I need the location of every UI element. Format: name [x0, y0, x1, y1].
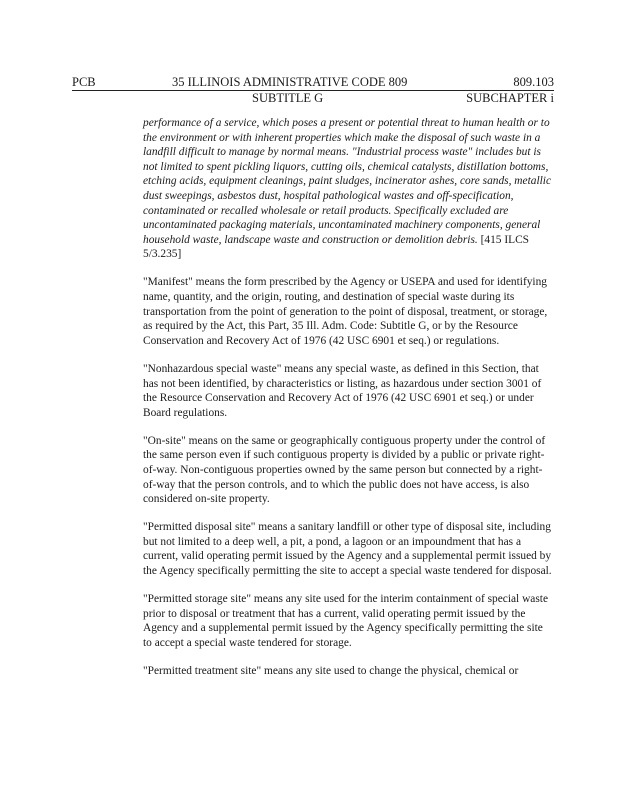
- header-subtitle: SUBTITLE G: [252, 91, 324, 105]
- definition-permitted-treatment-site: "Permitted treatment site" means any site used to change the physical, chemical or: [143, 665, 519, 677]
- page-header: [72, 75, 554, 90]
- statutory-citation: [415 ILCS 5/3.235]: [143, 233, 530, 261]
- definition-permitted-storage-site: "Permitted storage site" means any site used for the interim containment of special waste prior to disposal or treatment that has a current, valid operating permit issued by the Agency and a supplemental permit issued by the Agency specifically permitting the site to accept a special waste tendered for storage.: [143, 593, 549, 649]
- continuation-paragraph: [143, 116, 553, 262]
- header-agency: PCB: [72, 75, 96, 89]
- header-code-title: 35 ILLINOIS ADMINISTRATIVE CODE 809: [172, 75, 408, 89]
- definition-manifest: "Manifest" means the form prescribed by the Agency or USEPA and used for identifying name, quantity, and the origin, routing, and destination of special waste during its transportation from the point of generation to the point of disposal, treatment, or storage, as required by the Act, this Part, 35 Ill. Adm. Code: Subtitle G, or by the Resource Conservation and Recovery Act of 1976 (42 USC 6901 et seq.) or regulations.: [143, 276, 548, 347]
- definition-permitted-disposal-site: "Permitted disposal site" means a sanitary landfill or other type of disposal site, including but not limited to a deep well, a pit, a pond, a lagoon or an impoundment that has a current, valid operating permit issued by the Agency and a supplemental permit issued by the Agency specifically permitting the site to accept a special waste tendered for disposal.: [143, 521, 552, 578]
- document-body: [143, 116, 553, 692]
- header-section-number: 809.103: [513, 75, 554, 89]
- page-subheader: [72, 91, 554, 106]
- continuation-italic-text: performance of a service, which poses a present or potential threat to human health or to the environment or with inherent properties which make the disposal of such waste in a landfill difficult to manage by normal means. "Industrial process waste" includes but is not limited to spent pickling liquors, cutting oils, chemical catalysts, distillation bottoms, etching acids, equipment cleanings, paint sludges, incinerator ashes, core sands, metallic dust sweepings, asbestos dust, hospital pathological wastes and off-specification, contaminated or recalled wholesale or retail products. Specifically excluded are uncontaminated packaging materials, uncontaminated machinery components, general household waste, landscape waste and construction or demolition debris.: [143, 117, 551, 246]
- definition-on-site: "On-site" means on the same or geographically contiguous property under the control of the same person even if such contiguous property is divided by a public or private right-of-way. Non-contiguous properties owned by the same person but connected by a right-of-way that the person controls, and to which the public does not have access, is also considered on-site property.: [143, 434, 546, 506]
- header-subchapter: SUBCHAPTER i: [466, 91, 554, 105]
- definition-nonhazardous-special-waste: "Nonhazardous special waste" means any special waste, as defined in this Section, that has not been identified, by characteristics or listing, as hazardous under section 3001 of the Resource Conservation and Recovery Act of 1976 (42 USC 6901 et seq.) or under Board regulations.: [143, 362, 542, 419]
